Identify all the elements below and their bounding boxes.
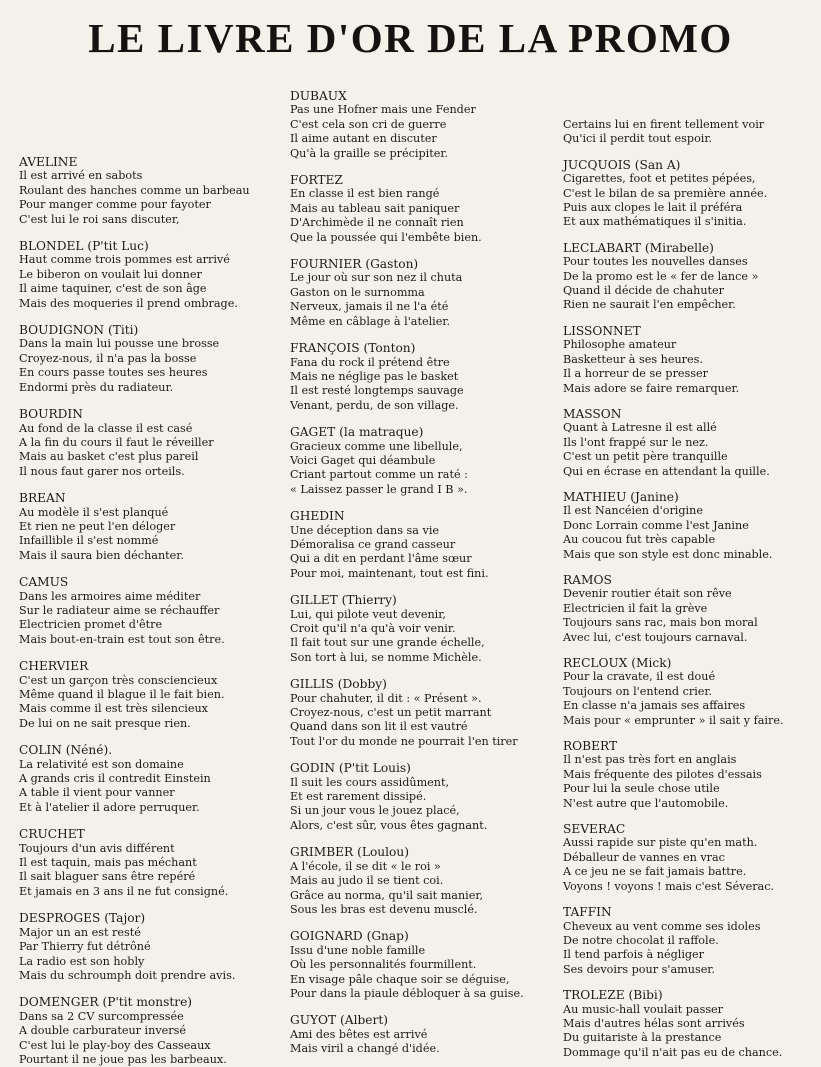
student-name: GRIMBER (Loulou) [290, 845, 409, 860]
poem-entry [19, 827, 250, 899]
verse-line: Qu'à la graille se précipiter. [290, 146, 448, 160]
verse-line: Grâce au norma, qu'il sait manier, [290, 888, 484, 902]
verse-line: C'est lui le play-boy des Casseaux [19, 1038, 211, 1052]
student-name: BLONDEL (P'tit Luc) [19, 239, 149, 254]
poem-entry [290, 341, 524, 413]
verse-line: Croyez-nous, c'est un petit marrant [290, 706, 492, 720]
verse-line: Dommage qu'il n'ait pas eu de chance. [563, 1045, 783, 1059]
poem-entry [290, 173, 524, 245]
poem-entry [290, 677, 524, 749]
verse-line: Pour toutes les nouvelles danses [563, 255, 748, 269]
student-name: CAMUS [19, 575, 69, 590]
verse-line: Philosophe amateur [563, 338, 677, 352]
verse-line: C'est lui le roi sans discuter, [19, 212, 180, 226]
student-name: GILLET (Thierry) [290, 593, 397, 608]
verse-line: Basketteur à ses heures. [563, 352, 703, 366]
verse-line: Venant, perdu, de son village. [290, 398, 459, 412]
verse-line: Il est resté longtemps sauvage [290, 384, 464, 398]
poem-entry [290, 425, 524, 497]
student-name: GUYOT (Albert) [290, 1013, 388, 1028]
poem-entry [19, 995, 250, 1067]
verse-line: A ce jeu ne se fait jamais battre. [563, 865, 747, 879]
verse-line: Mais ne néglige pas le basket [290, 369, 459, 383]
column-left [19, 155, 250, 1067]
verse-line: La relativité est son domaine [19, 757, 184, 771]
poem-entry [290, 593, 524, 665]
student-name: LISSONNET [563, 323, 641, 338]
poem-entry [19, 407, 250, 479]
page-title: LE LIVRE D'OR DE LA PROMO [88, 15, 733, 61]
verse-line: Infaillible il s'est nommé [19, 534, 159, 548]
student-name: GAGET (la matraque) [290, 425, 424, 440]
poem-entry [563, 324, 784, 396]
verse-line: C'est cela son cri de guerre [290, 117, 447, 131]
student-name: ROBERT [563, 739, 618, 754]
verse-line: Mais des moqueries il prend ombrage. [19, 296, 238, 310]
poem-entry [19, 239, 250, 311]
student-name: BOUDIGNON (Titi) [19, 323, 139, 338]
student-name: SEVERAC [563, 822, 626, 837]
verse-line: De lui on ne sait presque rien. [19, 716, 191, 730]
verse-line: De notre chocolat il raffole. [563, 933, 719, 947]
verse-line: Si un jour vous le jouez placé, [290, 804, 460, 818]
verse-line: Haut comme trois pommes est arrivé [19, 253, 230, 267]
verse-line: A table il vient pour vanner [19, 786, 175, 800]
verse-line: Gaston on le surnomma [290, 285, 425, 299]
verse-line: Il tend parfois à négliger [563, 948, 705, 962]
student-name: FRANÇOIS (Tonton) [290, 341, 416, 356]
verse-line: Mais d'autres hélas sont arrivés [563, 1016, 745, 1030]
verse-line: Criant partout comme un raté : [290, 468, 468, 482]
verse-line: Pour chahuter, il dit : « Présent ». [290, 691, 482, 705]
verse-line: Et est rarement dissipé. [290, 790, 427, 804]
verse-line: Au music-hall voulait passer [563, 1002, 724, 1016]
verse-line: Ami des bêtes est arrivé [290, 1027, 428, 1041]
verse-line: Mais au tableau sait paniquer [290, 201, 460, 215]
verse-line: A grands cris il contredit Einstein [19, 772, 211, 786]
student-name: RAMOS [563, 572, 612, 587]
verse-line: Une déception dans sa vie [290, 523, 440, 537]
student-name: FORTEZ [290, 173, 343, 188]
verse-line: En visage pâle chaque soir se déguise, [290, 972, 510, 986]
verse-line: Où les personnalités fourmillent. [290, 958, 477, 972]
poem-entry [563, 407, 784, 479]
verse-line: Pour manger comme pour fayoter [19, 198, 211, 212]
verse-line: Puis aux clopes le lait il préféra [563, 201, 743, 215]
verse-line: Même en câblage à l'atelier. [290, 314, 451, 328]
verse-line: Pour lui la seule chose utile [563, 782, 720, 796]
student-name: GODIN (P'tit Louis) [290, 761, 411, 776]
verse-line: Voici Gaget qui déambule [290, 453, 436, 467]
verse-line: Que la poussée qui l'embête bien. [290, 230, 482, 244]
poem-entry [290, 509, 524, 581]
verse-line: Quand dans son lit il est vautré [290, 720, 468, 734]
verse-line: Sous les bras est devenu musclé. [290, 902, 478, 916]
verse-line: Lui, qui pilote veut devenir, [290, 607, 446, 621]
verse-line: Donc Lorrain comme l'est Janine [563, 518, 749, 532]
verse-line: Mais comme il est très silencieux [19, 702, 208, 716]
student-name: GOIGNARD (Gnap) [290, 929, 409, 944]
verse-line: Mais que son style est donc minable. [563, 547, 773, 561]
verse-line: Cheveux au vent comme ses idoles [563, 919, 761, 933]
verse-line: En classe n'a jamais ses affaires [563, 699, 746, 713]
verse-line: C'est un petit père tranquille [563, 450, 728, 464]
verse-line: Par Thierry fut détrôné [19, 940, 151, 954]
poem-entry [19, 155, 250, 227]
verse-line: Mais au basket c'est plus pareil [19, 450, 199, 464]
verse-line: Croyez-nous, il n'a pas la bosse [19, 351, 197, 365]
poem-entry [563, 241, 784, 313]
verse-line: Son tort à lui, se nomme Michèle. [290, 650, 482, 664]
poem-entry [290, 257, 524, 329]
verse-line: Alors, c'est sûr, vous êtes gagnant. [290, 818, 488, 832]
poem-entry [19, 743, 250, 815]
poem-entry [563, 905, 784, 977]
student-name: DOMENGER (P'tit monstre) [19, 995, 193, 1010]
verse-line: Ils l'ont frappé sur le nez. [563, 435, 709, 449]
poem-entry [563, 822, 784, 894]
verse-line: Il aime taquiner, c'est de son âge [19, 282, 207, 296]
student-name: MASSON [563, 406, 622, 421]
poem-entry [19, 575, 250, 647]
verse-line: Il aime autant en discuter [290, 132, 437, 146]
verse-line: Il suit les cours assidûment, [290, 775, 450, 789]
verse-line: Major un an est resté [19, 925, 141, 939]
verse-line: Pas une Hofner mais une Fender [290, 103, 476, 117]
verse-line: Certains lui en firent tellement voir [563, 118, 765, 131]
student-name: BOURDIN [19, 407, 83, 422]
verse-line: A l'école, il se dit « le roi » [290, 859, 441, 873]
verse-line: Toujours sans rac, mais bon moral [563, 616, 758, 630]
student-name: JUCQUOIS (San A) [563, 157, 681, 172]
verse-line: Dans sa 2 CV surcompressée [19, 1009, 184, 1023]
verse-line: Du guitariste à la prestance [563, 1031, 722, 1045]
verse-line: Nerveux, jamais il ne l'a été [290, 300, 449, 314]
verse-line: Quand il décide de chahuter [563, 284, 725, 298]
verse-line: Toujours on l'entend crier. [563, 684, 713, 698]
verse-line: Sur le radiateur aime se réchauffer [19, 603, 220, 617]
verse-line: Il nous faut garer nos orteils. [19, 464, 185, 478]
verse-line: De la promo est le « fer de lance » [563, 269, 759, 283]
verse-line: D'Archimède il ne connaît rien [290, 216, 464, 230]
student-name: CHERVIER [19, 659, 89, 674]
verse-line: Le biberon on voulait lui donner [19, 267, 202, 281]
poem-entry [563, 573, 784, 645]
verse-line: Toujours d'un avis différent [19, 841, 175, 855]
verse-line: Au coucou fut très capable [563, 533, 716, 547]
verse-line: Voyons ! voyons ! mais c'est Séverac. [563, 879, 775, 893]
poem-entry [290, 89, 524, 161]
student-name: TROLEZE (Bibi) [563, 988, 663, 1003]
poem-entry [19, 911, 250, 983]
poem-entry [563, 118, 784, 147]
verse-line: Cigarettes, foot et petites pépées, [563, 172, 756, 186]
verse-line: Issu d'une noble famille [290, 943, 426, 957]
verse-line: Et aux mathématiques il s'initia. [563, 215, 747, 229]
verse-line: Quant à Latresne il est allé [563, 421, 717, 435]
student-name: MATHIEU (Janine) [563, 489, 679, 504]
verse-line: Dans les armoires aime méditer [19, 589, 201, 603]
verse-line: Mais viril a changé d'idée. [290, 1042, 440, 1056]
verse-line: C'est le bilan de sa première année. [563, 186, 768, 200]
poem-entry [19, 323, 250, 395]
verse-line: Ses devoirs pour s'amuser. [563, 962, 715, 976]
student-name: GILLIS (Dobby) [290, 677, 387, 692]
verse-line: Même quand il blague il le fait bien. [19, 688, 225, 701]
verse-line: « Laissez passer le grand I B ». [290, 482, 468, 496]
poem-entry [290, 929, 524, 1001]
verse-line: Gracieux comme une libellule, [290, 439, 463, 453]
verse-line: Et rien ne peut l'en déloger [19, 519, 176, 533]
verse-line: Au modèle il s'est planqué [19, 505, 169, 519]
student-name: DUBAUX [290, 89, 347, 103]
verse-line: Avec lui, c'est toujours carnaval. [563, 630, 748, 644]
verse-line: C'est un garçon très consciencieux [19, 673, 218, 687]
verse-line: Il sait blaguer sans être repéré [19, 870, 196, 884]
verse-line: Mais il saura bien déchanter. [19, 548, 184, 562]
verse-line: Mais bout-en-train est tout son être. [19, 632, 225, 646]
verse-line: Mais du schroumph doit prendre avis. [19, 968, 236, 982]
verse-line: Roulant des hanches comme un barbeau [19, 183, 250, 197]
verse-line: Il est arrivé en sabots [19, 169, 143, 183]
poem-entry [563, 490, 784, 562]
student-name: DESPROGES (Tajor) [19, 911, 146, 926]
verse-line: Le jour où sur son nez il chuta [290, 271, 463, 285]
poem-entry [290, 761, 524, 833]
verse-line: N'est autre que l'automobile. [563, 796, 729, 810]
verse-line: Pour la cravate, il est doué [563, 670, 716, 684]
verse-line: Endormi près du radiateur. [19, 380, 174, 394]
verse-line: En cours passe toutes ses heures [19, 366, 208, 380]
verse-line: Pourtant il ne joue pas les barbeaux. [19, 1052, 227, 1066]
verse-line: Qui en écrase en attendant la quille. [563, 464, 770, 478]
poem-entry [19, 659, 250, 731]
verse-line: Electricien il fait la grève [563, 601, 708, 615]
verse-line: Devenir routier était son rêve [563, 587, 732, 601]
verse-line: Pour dans la piaule débloquer à sa guise. [290, 986, 524, 1000]
verse-line: Et jamais en 3 ans il ne fut consigné. [19, 884, 229, 898]
verse-line: Qu'ici il perdit tout espoir. [563, 132, 713, 146]
verse-line: La radio est son hobly [19, 954, 145, 968]
student-name: CRUCHET [19, 827, 85, 842]
verse-line: Qui a dit en perdant l'âme sœur [290, 552, 472, 566]
verse-line: Il est taquin, mais pas méchant [19, 856, 197, 870]
verse-line: Mais adore se faire remarquer. [563, 381, 740, 395]
poem-entry [563, 656, 784, 728]
column-middle [290, 89, 524, 1057]
poem-entry [19, 491, 250, 563]
verse-line: Il n'est pas très fort en anglais [563, 753, 737, 767]
student-name: BREAN [19, 491, 66, 506]
verse-line: En classe il est bien rangé [290, 187, 440, 201]
verse-line: Il est Nancéien d'origine [563, 504, 703, 518]
verse-line: Au fond de la classe il est casé [19, 421, 193, 435]
verse-line: Il a horreur de se presser [563, 367, 708, 381]
verse-line: Tout l'or du monde ne pourrait l'en tirer [290, 734, 518, 748]
verse-line: A double carburateur inversé [19, 1024, 186, 1038]
student-name: COLIN (Néné). [19, 743, 113, 758]
verse-line: Aussi rapide sur piste qu'en math. [563, 836, 758, 850]
poem-entry [563, 988, 784, 1060]
poem-entry [290, 1013, 524, 1056]
verse-line: Pour moi, maintenant, tout est fini. [290, 566, 489, 580]
student-name: GHEDIN [290, 509, 345, 524]
student-name: LECLABART (Mirabelle) [563, 240, 714, 255]
poem-entry [563, 158, 784, 230]
verse-line: Electricien promet d'être [19, 618, 163, 632]
column-right [563, 118, 784, 1060]
verse-line: Il fait tout sur une grande échelle, [290, 636, 485, 650]
verse-line: Et à l'atelier il adore perruquer. [19, 800, 200, 814]
verse-line: Déballeur de vannes en vrac [563, 850, 725, 864]
verse-line: Mais au judo il se tient coi. [290, 874, 444, 888]
verse-line: Dans la main lui pousse une brosse [19, 337, 220, 351]
verse-line: Mais pour « emprunter » il sait y faire. [563, 713, 784, 727]
student-name: RECLOUX (Mick) [563, 656, 672, 670]
verse-line: A la fin du cours il faut le réveiller [19, 435, 214, 449]
verse-line: Croit qu'il n'a qu'à voir venir. [290, 622, 456, 635]
verse-line: Rien ne saurait l'en empêcher. [563, 298, 736, 312]
student-name: FOURNIER (Gaston) [290, 257, 419, 272]
verse-line: Mais fréquente des pilotes d'essais [563, 767, 762, 781]
verse-line: Démoralisa ce grand casseur [290, 537, 456, 551]
poem-entry [290, 845, 524, 917]
verse-line: Fana du rock il prétend être [290, 355, 450, 369]
student-name: TAFFIN [563, 905, 612, 920]
student-name: AVELINE [19, 155, 78, 169]
poem-entry [563, 739, 784, 811]
